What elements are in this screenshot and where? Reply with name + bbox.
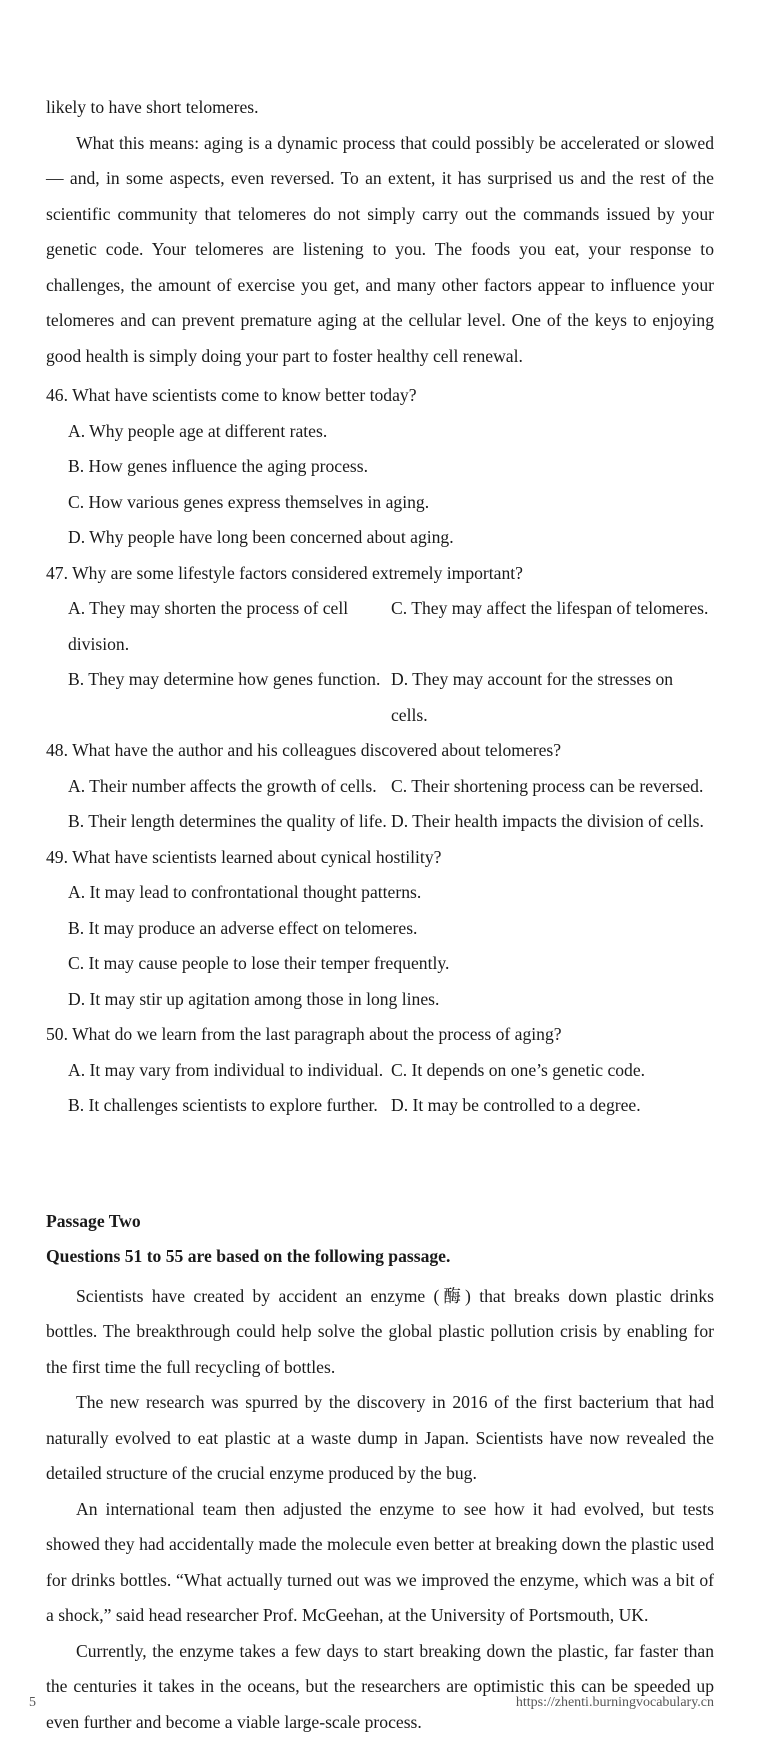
- question-49-option-a: A. It may lead to confrontational thought patterns.: [68, 882, 422, 902]
- question-49-option-c: C. It may cause people to lose their temper frequently.: [68, 953, 450, 973]
- section-gap: [46, 1124, 714, 1204]
- passage-two-heading: Passage Two: [46, 1210, 141, 1231]
- passage-two-paragraph-4: Currently, the enzyme takes a few days to start breaking down the plastic, far faster than the centuries it takes in the oceans, but the researchers are optimistic this can be speeded up even further and become a viable large-scale process.: [46, 1640, 714, 1732]
- question-48-option-b: B. Their length determines the quality of life.: [68, 811, 387, 831]
- passage-paragraph: What this means: aging is a dynamic process that could possibly be accelerated or slowed — and, in some aspects, even reversed. To an extent, it has surprised us and the rest of the scientific community that telomeres do not simply carry out the commands issued by your genetic code. Your telomeres are listening to you. The foods you eat, your response to challenges, the amount of exercise you get, and many other factors appear to influence your telomeres and can prevent premature aging at the cellular level. One of the keys to enjoying good health is simply doing your part to foster healthy cell renewal.: [46, 132, 714, 366]
- question-46-option-a: A. Why people age at different rates.: [68, 420, 328, 441]
- question-48-row-2: [68, 804, 714, 840]
- question-48-option-c: C. Their shortening process can be reversed.: [391, 775, 704, 796]
- question-49-stem: 49. What have scientists learned about cynical hostility?: [46, 846, 442, 867]
- lead-line: likely to have short telomeres.: [46, 97, 259, 117]
- page-number: 5: [29, 1695, 36, 1710]
- footer-url-link[interactable]: https://zhenti.burningvocabulary.cn: [515, 1695, 714, 1710]
- question-50-option-a: A. It may vary from individual to individual.: [68, 1059, 384, 1080]
- question-50-option-c: C. It depends on one’s genetic code.: [391, 1059, 646, 1080]
- page-content: [46, 90, 714, 1740]
- passage-two-paragraph-1: Scientists have created by accident an enzyme (酶) that breaks down plastic drinks bottles. The breakthrough could help solve the global plastic pollution crisis by enabling for the first time the full recycling of bottles.: [46, 1285, 714, 1377]
- question-46-stem: 46. What have scientists come to know better today?: [46, 385, 417, 405]
- passage-two-paragraph-2: The new research was spurred by the discovery in 2016 of the first bacterium that had naturally evolved to eat plastic at a waste dump in Japan. Scientists have now revealed the detailed structure of the crucial enzyme produced by the bug.: [46, 1392, 714, 1483]
- question-50-stem: 50. What do we learn from the last paragraph about the process of aging?: [46, 1024, 562, 1044]
- question-47-stem: 47. Why are some lifestyle factors considered extremely important?: [46, 562, 523, 583]
- question-50-option-d: D. It may be controlled to a degree.: [391, 1095, 641, 1115]
- question-48-row-1: [68, 769, 714, 805]
- question-46-option-b: B. How genes influence the aging process.: [68, 456, 368, 476]
- passage-two-paragraph-3: An international team then adjusted the enzyme to see how it had evolved, but tests showed they had accidentally made the molecule even better at breaking down the plastic used for drinks bottles. “What actually turned out was we improved the enzyme, which was a bit of a shock,” said head researcher Prof. McGeehan, at the University of Portsmouth, UK.: [46, 1498, 714, 1625]
- question-50-option-b: B. It challenges scientists to explore further.: [68, 1095, 378, 1115]
- question-46-option-d: D. Why people have long been concerned about aging.: [68, 527, 454, 547]
- question-49-option-b: B. It may produce an adverse effect on telomeres.: [68, 917, 418, 938]
- question-47-option-c: C. They may affect the lifespan of telomeres.: [391, 598, 709, 618]
- question-46-option-c: C. How various genes express themselves in aging.: [68, 491, 430, 512]
- question-48-option-d: D. Their health impacts the division of cells.: [391, 811, 704, 831]
- passage-two-instruction: Questions 51 to 55 are based on the following passage.: [46, 1246, 451, 1266]
- question-47-option-d: D. They may account for the stresses on cells.: [391, 669, 674, 725]
- question-48-stem: 48. What have the author and his colleagues discovered about telomeres?: [46, 740, 562, 760]
- question-49-option-d: D. It may stir up agitation among those in long lines.: [68, 988, 440, 1009]
- question-47-row-2: [68, 662, 714, 733]
- question-50-row-2: [68, 1088, 714, 1124]
- question-47-option-b: B. They may determine how genes function.: [68, 669, 381, 689]
- question-47-row-1: [68, 591, 714, 662]
- question-48-option-a: A. Their number affects the growth of cells.: [68, 775, 377, 796]
- question-47-option-a: A. They may shorten the process of cell division.: [68, 598, 349, 654]
- question-50-row-1: [68, 1053, 714, 1089]
